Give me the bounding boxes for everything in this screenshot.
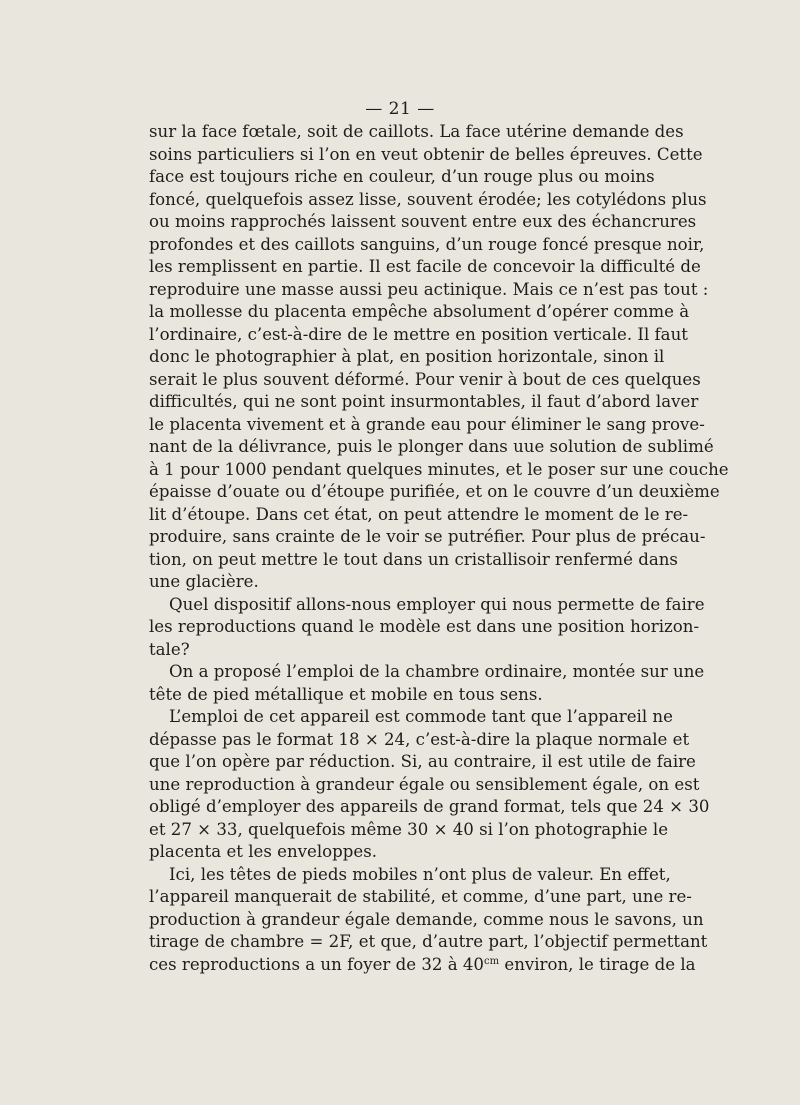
text-line: tale? — [149, 639, 190, 659]
unit-superscript: cm — [484, 955, 500, 967]
text-line: donc le photographier à plat, en position horizontale, sinon il — [149, 347, 665, 366]
text-line: serait le plus souvent déformé. Pour venir à bout de ces quelques — [149, 369, 701, 389]
text-line: face est toujours riche en couleur, d’un rouge plus ou moins — [149, 167, 655, 186]
text-line: la mollesse du placenta empêche absolument d’opérer comme à — [149, 302, 690, 321]
text-line: tirage de chambre = 2F, et que, d’autre part, l’objectif permettant — [149, 932, 708, 951]
text-line: soins particuliers si l’on en veut obtenir de belles épreuves. Cette — [149, 144, 703, 164]
text-line: sur la face fœtale, soit de caillots. La face utérine demande des — [149, 122, 684, 141]
text-line: placenta et les enveloppes. — [149, 842, 377, 861]
text-line: tion, on peut mettre le tout dans un cristallisoir renfermé dans — [149, 549, 678, 569]
text-line: produire, sans crainte de le voir se putréfier. Pour plus de précau- — [149, 527, 706, 546]
text-line: que l’on opère par réduction. Si, au contraire, il est utile de faire — [149, 752, 696, 771]
body-text — [149, 121, 729, 976]
text-line: l’appareil manquerait de stabilité, et comme, d’une part, une re- — [149, 887, 692, 906]
text-line: obligé d’employer des appareils de grand format, tels que 24 × 30 — [149, 797, 710, 816]
text-line: Quel dispositif allons-nous employer qui nous permette de faire — [169, 594, 705, 614]
text-line: tête de pied métallique et mobile en tous sens. — [149, 684, 543, 704]
text-line: lit d’étoupe. Dans cet état, on peut attendre le moment de le re- — [149, 504, 689, 524]
text-line: les remplissent en partie. Il est facile de concevoir la difficulté de — [149, 257, 701, 276]
text-line: une glacière. — [149, 572, 259, 591]
text-line: le placenta vivement et à grande eau pour éliminer le sang prove- — [149, 414, 705, 434]
text-line: reproduire une masse aussi peu actinique. Mais ce n’est pas tout : — [149, 279, 709, 299]
text-run: environ, le tirage de la — [499, 954, 696, 974]
text-line: les reproductions quand le modèle est dans une position horizon- — [149, 617, 700, 636]
text-line: l’ordinaire, c’est-à-dire de le mettre en position verticale. Il faut — [149, 324, 688, 344]
text-line: foncé, quelquefois assez lisse, souvent érodée; les cotylédons plus — [149, 189, 707, 209]
text-line: à 1 pour 1000 pendant quelques minutes, et le poser sur une couche — [149, 459, 729, 479]
text-line — [149, 954, 696, 977]
text-line: L’emploi de cet appareil est commode tant que l’appareil ne — [169, 707, 673, 726]
text-line: Ici, les têtes de pieds mobiles n’ont plus de valeur. En effet, — [169, 864, 671, 884]
text-line: On a proposé l’emploi de la chambre ordinaire, montée sur une — [169, 662, 705, 681]
text-line: et 27 × 33, quelquefois même 30 × 40 si l’on photographie le — [149, 819, 669, 839]
text-line: production à grandeur égale demande, comme nous le savons, un — [149, 909, 704, 929]
text-line: difficultés, qui ne sont point insurmontables, il faut d’abord laver — [149, 392, 699, 411]
text-line: une reproduction à grandeur égale ou sensiblement égale, on est — [149, 774, 700, 794]
text-line: dépasse pas le format 18 × 24, c’est-à-dire la plaque normale et — [149, 729, 690, 749]
text-line: épaisse d’ouate ou d’étoupe purifiée, et on le couvre d’un deuxième — [149, 482, 720, 501]
text-run: ces reproductions a un foyer de 32 à 40 — [149, 954, 484, 974]
text-line: nant de la délivrance, puis le plonger dans uue solution de sublimé — [149, 437, 714, 456]
text-line: profondes et des caillots sanguins, d’un rouge foncé presque noir, — [149, 234, 705, 254]
text-line: ou moins rapprochés laissent souvent entre eux des échancrures — [149, 212, 697, 231]
page-number: — 21 — — [365, 99, 435, 119]
